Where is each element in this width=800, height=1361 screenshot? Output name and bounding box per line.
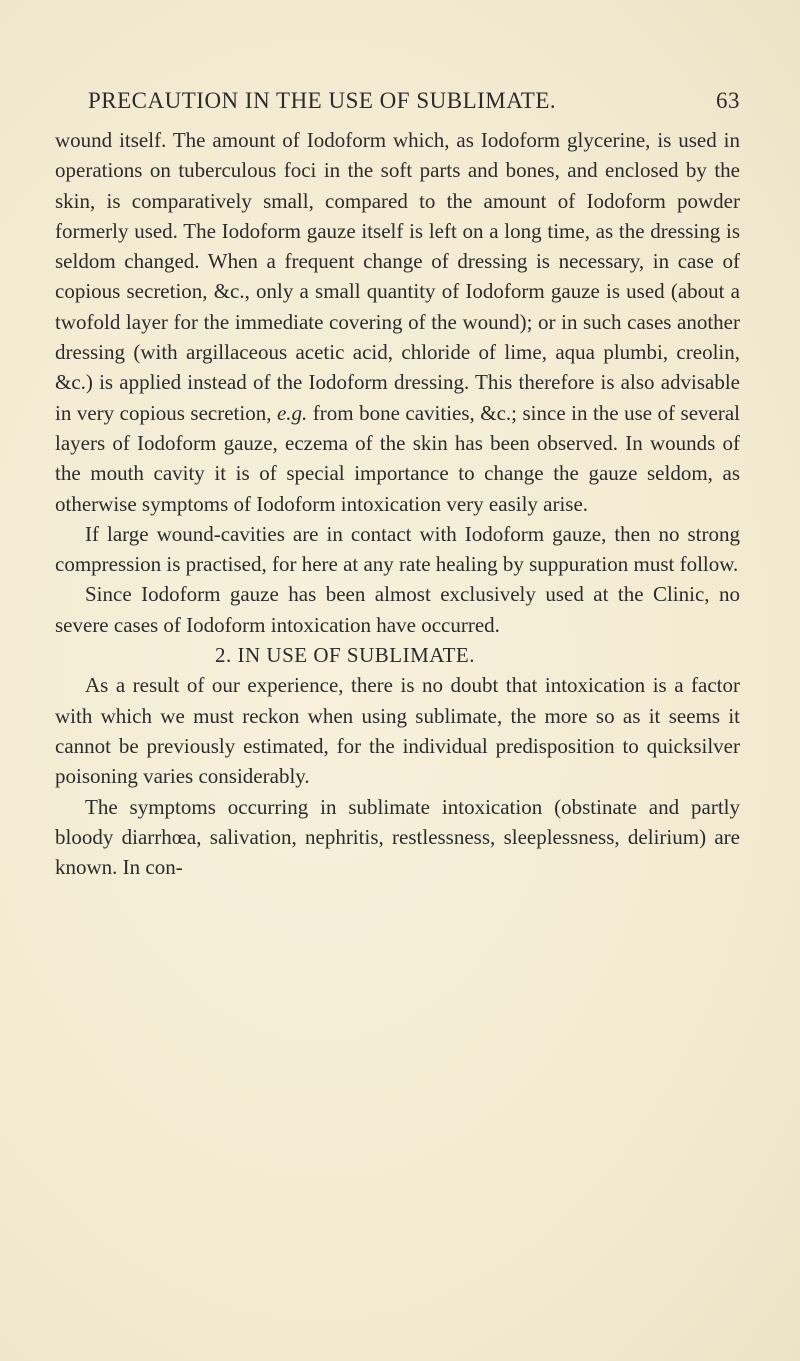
paragraph-continuation [55,125,740,519]
body-text [55,125,740,882]
paragraph-1-text: wound itself. The amount of Iodoform which, as Iodoform glycerine, is used in operations on tuberculous foci in the soft parts and bones, and enclosed by the skin, is comparatively small, compared to the amount of Iodoform powder formerly used. The Iodoform gauze itself is left on a long time, as the dressing is seldom changed. When a frequent change of dressing is necessary, in case of copious secretion, &c., only a small quantity of Iodoform gauze is used (about a twofold layer for the immediate covering of the wound); or in such cases another dressing (with argillaceous acetic acid, chloride of lime, aqua plumbi, creolin, &c.) is applied instead of the Iodoform dressing. This therefore is also advisable in very copious secretion, [55,128,740,425]
eg-abbreviation: e.g. [276,400,308,425]
paragraph-wound-cavities: If large wound-cavities are in contact with Iodoform gauze, then no strong compression is practised, for here at any rate healing by suppuration must follow. [55,521,740,577]
paragraph-experience: As a result of our experience, there is no doubt that intoxication is a factor with which we must reckon when using sublimate, the more so as it seems it cannot be previously estimated, for the individual predisposition to quicksilver poisoning varies considerably. [55,673,740,789]
running-head [88,88,740,118]
paragraph-symptoms: The symptoms occurring in sublimate intoxication (obstinate and partly bloody diarrhœa, salivation, nephritis, restlessness, sleeplessness, delirium) are known. In con- [55,794,740,880]
paragraph-1-rest: from bone cavities, &c.; since in the use of several layers of Iodoform gauze, eczema of the skin has been observed. In wounds of the mouth cavity it is of special importance to change the gauze seldom, as otherwise symptoms of Iodoform intoxication very easily arise. [55,400,740,516]
paragraph-clinic: Since Iodoform gauze has been almost exclusively used at the Clinic, no severe cases of Iodoform intoxication have occurred. [55,582,740,637]
running-head-title: PRECAUTION IN THE USE OF SUBLIMATE. [88,88,557,113]
page-number: 63 [716,88,740,113]
section-heading: 2. IN USE OF SUBLIMATE. [215,643,476,668]
